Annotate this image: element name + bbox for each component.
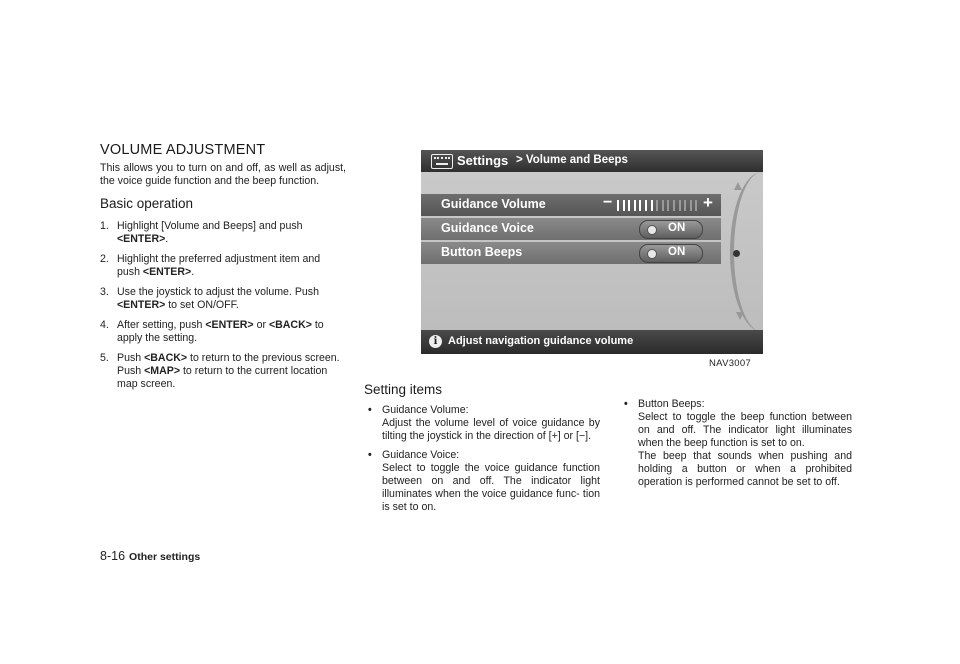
volume-tick — [690, 200, 692, 211]
step-text: Highlight [Volume and Beeps] and push — [117, 220, 303, 232]
bullet: • — [368, 404, 372, 416]
volume-tick — [634, 200, 636, 211]
key-label: <ENTER> — [142, 266, 192, 278]
step-number: 1. — [100, 220, 109, 232]
button-beeps-toggle[interactable] — [639, 244, 703, 263]
basic-operation-heading: Basic operation — [100, 196, 194, 211]
item-name: Guidance Voice: — [382, 449, 460, 461]
step-number: 5. — [100, 352, 109, 364]
setting-items-list — [364, 404, 600, 514]
step-text: Highlight the preferred adjustment item and push — [117, 253, 321, 278]
left-column — [100, 142, 346, 398]
volume-bar[interactable] — [603, 193, 723, 213]
screen-footer-text: Adjust navigation guidance volume — [448, 335, 634, 347]
scroll-position-icon[interactable] — [733, 250, 740, 257]
bullet: • — [624, 398, 628, 410]
step-text: After setting, push — [117, 319, 206, 331]
volume-tick — [684, 200, 686, 211]
indicator-light-icon — [647, 225, 657, 235]
step-text: Use the joystick to adjust the volume. Push — [117, 286, 319, 298]
info-icon: i — [429, 335, 442, 348]
volume-tick — [651, 200, 653, 211]
volume-tick — [662, 200, 664, 211]
step-item — [100, 319, 346, 345]
section-title: VOLUME ADJUSTMENT — [100, 142, 266, 158]
list-item — [364, 449, 600, 514]
volume-tick — [623, 200, 625, 211]
settings-menu-icon — [431, 154, 453, 169]
list-item — [364, 404, 600, 443]
step-number: 4. — [100, 319, 109, 331]
row-label: Guidance Voice — [441, 221, 534, 235]
step-text: . — [191, 266, 195, 278]
guidance-volume-row[interactable] — [421, 194, 721, 216]
section-name: Other settings — [129, 551, 201, 563]
key-label: <BACK> — [268, 319, 312, 331]
volume-tick — [628, 200, 630, 211]
step-text: to set ON/OFF. — [165, 299, 239, 311]
volume-tick — [639, 200, 641, 211]
minus-icon[interactable]: − — [603, 194, 613, 211]
item-name: Guidance Volume: — [382, 404, 469, 416]
volume-tick — [673, 200, 675, 211]
step-number: 2. — [100, 253, 109, 265]
key-label: <ENTER> — [117, 233, 166, 245]
step-text: Push — [117, 352, 145, 364]
scrollbar[interactable] — [726, 172, 763, 332]
volume-tick — [645, 200, 647, 211]
screen-header — [421, 150, 763, 172]
step-text: . — [165, 233, 169, 245]
key-label: <ENTER> — [205, 319, 254, 331]
figure-code: NAV3007 — [709, 358, 752, 369]
intro-paragraph: This allows you to turn on and off, as well as adjust, the voice guide function and the beep function. — [100, 162, 346, 187]
plus-icon[interactable]: + — [703, 193, 713, 212]
key-label: <MAP> — [144, 365, 181, 377]
setting-items-list — [620, 398, 852, 489]
key-label: <BACK> — [144, 352, 188, 364]
key-label: <ENTER> — [117, 299, 166, 311]
indicator-light-icon — [647, 249, 657, 259]
guidance-voice-toggle[interactable] — [639, 220, 703, 239]
step-text: to return to the previous screen. Push — [117, 352, 340, 377]
setting-items-heading: Setting items — [364, 382, 443, 397]
volume-tick — [656, 200, 658, 211]
step-item — [100, 286, 346, 312]
item-description-extra: The beep that sounds when pushing and holding a button or when a prohibited operation is performed cannot be set to off. — [638, 450, 852, 488]
item-description: Adjust the volume level of voice guidance by tilting the joystick in the direction of [+] or [−]. — [382, 417, 600, 442]
step-number: 3. — [100, 286, 109, 298]
steps-list — [100, 220, 346, 391]
volume-tick — [667, 200, 669, 211]
page-footer — [100, 549, 200, 563]
toggle-state: ON — [668, 246, 686, 258]
toggle-state: ON — [668, 222, 686, 234]
step-item — [100, 220, 346, 246]
guidance-voice-row[interactable] — [421, 218, 721, 240]
bullet: • — [368, 449, 372, 461]
volume-tick — [695, 200, 697, 211]
scroll-up-icon[interactable] — [734, 182, 742, 190]
setting-items-column-continued — [620, 398, 852, 495]
screen-header-settings: Settings — [457, 153, 509, 168]
screen-footer — [421, 330, 763, 354]
volume-tick — [617, 200, 619, 211]
item-description: Select to toggle the voice guidance function between on and off. The indicator light illuminates when the voice guidance func- tion is set to on. — [382, 462, 600, 513]
screen-header-path: > Volume and Beeps — [516, 154, 628, 166]
page-number: 8-16 — [100, 549, 126, 563]
step-text: or — [253, 319, 269, 331]
volume-tick — [679, 200, 681, 211]
item-description: Select to toggle the beep function between on and off. The indicator light illuminates when the beep function is set to on. — [638, 411, 852, 449]
setting-items-column — [364, 382, 600, 520]
scroll-down-icon[interactable] — [736, 312, 744, 320]
step-item — [100, 253, 346, 279]
step-item — [100, 352, 346, 391]
button-beeps-row[interactable] — [421, 242, 721, 264]
step-text: to apply the setting. — [117, 319, 324, 344]
list-item — [620, 398, 852, 489]
nav-screen-figure — [421, 150, 763, 354]
item-name: Button Beeps: — [638, 398, 705, 410]
step-text: to return to the current location map screen. — [117, 365, 328, 390]
row-label: Guidance Volume — [441, 197, 546, 211]
row-label: Button Beeps — [441, 245, 523, 259]
